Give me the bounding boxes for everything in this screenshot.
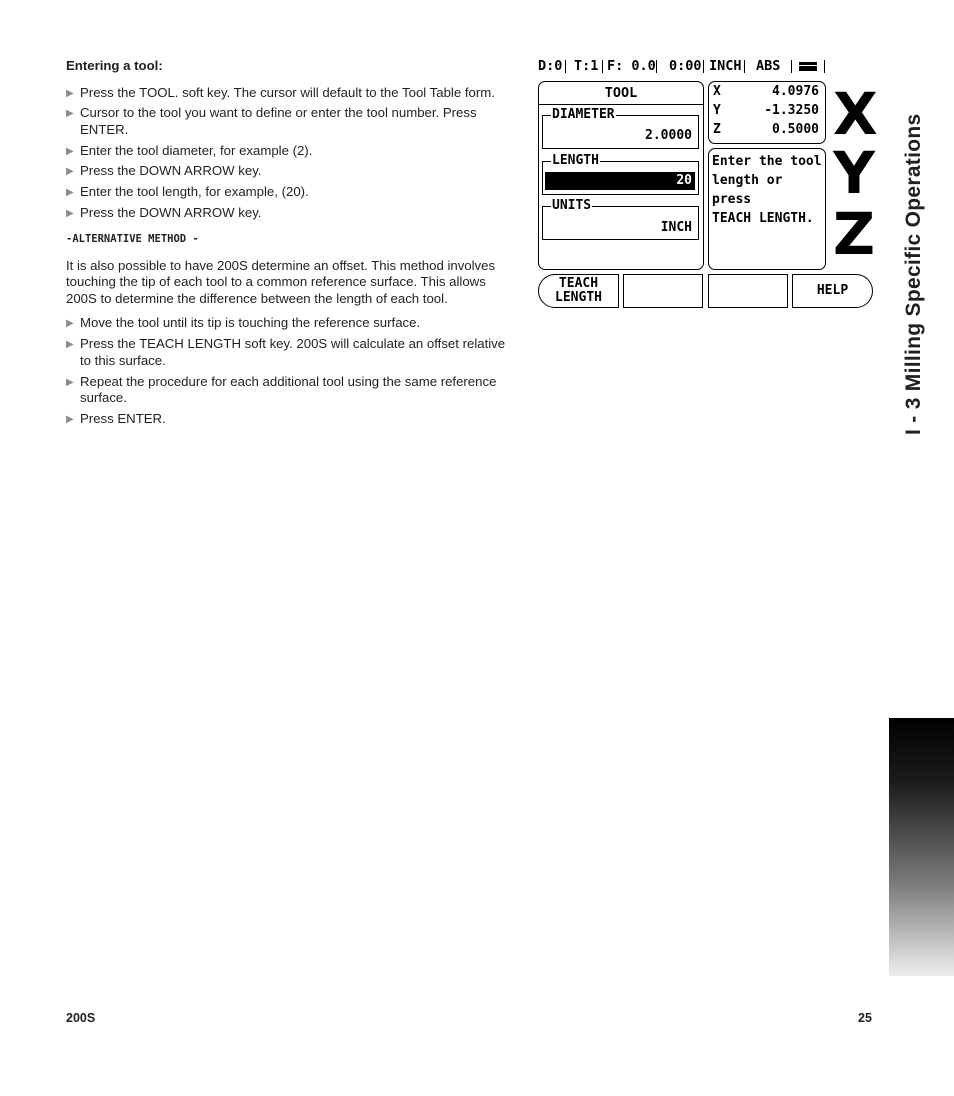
step-item [66, 85, 514, 102]
status-separator [824, 60, 825, 73]
softkey-label-line: TEACH [558, 276, 599, 291]
status-units: INCH [709, 58, 742, 74]
units-field[interactable] [542, 198, 699, 240]
softkey-label-line: LENGTH [555, 290, 602, 305]
axis-row-y [713, 103, 819, 121]
status-feed: F: 0.0 [607, 58, 656, 74]
alt-step-text: Repeat the procedure for each additional tool using the same reference surface. [80, 373, 497, 406]
section-heading: Entering a tool: [66, 58, 163, 73]
alt-step-item [66, 315, 514, 332]
status-separator [703, 60, 704, 73]
step-item [66, 205, 514, 222]
footer-page-number: 25 [858, 1011, 872, 1025]
units-value: INCH [660, 220, 692, 235]
arrow-bullet-icon: ▶ [66, 145, 74, 157]
axis-label: Z [713, 122, 721, 137]
alt-step-item [66, 336, 514, 369]
arrow-bullet-icon: ▶ [66, 108, 74, 120]
length-input-highlight [545, 172, 695, 190]
diameter-field[interactable] [542, 107, 699, 149]
status-separator [791, 60, 792, 73]
blank-softkey-2[interactable] [623, 274, 703, 308]
status-mode: ABS [756, 58, 781, 74]
status-separator [744, 60, 745, 73]
big-axis-x: X [833, 80, 878, 148]
step-text: Press the DOWN ARROW key. [80, 204, 262, 220]
big-axis-z: Z [833, 200, 876, 268]
length-value: 20 [676, 173, 692, 188]
alt-step-text: Move the tool until its tip is touching the reference surface. [80, 315, 421, 331]
step-text: Enter the tool diameter, for example (2). [80, 142, 313, 158]
alternative-method-heading: -ALTERNATIVE METHOD - [66, 233, 199, 246]
diameter-label: DIAMETER [552, 107, 615, 122]
status-separator [656, 60, 657, 73]
axis-value: -1.3250 [764, 103, 819, 118]
axis-label: Y [713, 103, 721, 118]
help-label: HELP [816, 283, 849, 298]
axis-value: 4.0976 [772, 84, 819, 99]
chapter-tab-gradient [889, 718, 954, 976]
footer-product: 200S [66, 1011, 96, 1025]
step-item [66, 105, 514, 138]
tool-holder-icon [798, 60, 818, 72]
alt-step-item [66, 374, 514, 407]
form-title: TOOL [539, 82, 703, 105]
tool-table-form [538, 81, 704, 270]
status-separator [565, 60, 566, 73]
step-item [66, 184, 514, 201]
alt-step-item [66, 411, 514, 428]
step-item [66, 163, 514, 180]
step-text: Enter the tool length, for example, (20). [80, 184, 309, 200]
diameter-value: 2.0000 [645, 128, 692, 143]
arrow-bullet-icon: ▶ [66, 87, 74, 99]
big-axis-y: Y [833, 139, 875, 207]
arrow-bullet-icon: ▶ [66, 339, 74, 351]
arrow-bullet-icon: ▶ [66, 376, 74, 388]
units-label: UNITS [552, 198, 592, 213]
instruction-box [708, 148, 826, 270]
arrow-bullet-icon: ▶ [66, 413, 74, 425]
instruction-line: length or press [712, 173, 783, 207]
axis-row-z [713, 122, 819, 140]
arrow-bullet-icon: ▶ [66, 166, 74, 178]
step-text: Cursor to the tool you want to define or enter the tool number. Press ENTER. [80, 105, 477, 137]
arrow-bullet-icon: ▶ [66, 207, 74, 219]
help-softkey[interactable] [792, 274, 873, 308]
step-text: Press the TOOL. soft key. The cursor will default to the Tool Table form. [80, 84, 495, 100]
length-label: LENGTH [552, 153, 599, 168]
axis-position-panel [708, 81, 826, 144]
step-item [66, 143, 514, 160]
alt-step-text: Press the TEACH LENGTH soft key. 200S will calculate an offset relative to this surface. [80, 336, 506, 368]
teach-length-softkey[interactable] [538, 274, 619, 308]
chapter-title: I - 3 Milling Specific Operations [902, 113, 925, 435]
arrow-bullet-icon: ▶ [66, 187, 74, 199]
axis-row-x [713, 84, 819, 102]
blank-softkey-3[interactable] [708, 274, 788, 308]
length-field[interactable] [542, 153, 699, 195]
status-separator [602, 60, 603, 73]
instruction-line: TEACH LENGTH. [712, 211, 814, 226]
axis-label: X [713, 84, 721, 99]
status-bar [537, 55, 837, 77]
instruction-line: Enter the tool [712, 154, 822, 169]
status-datum: D:0 [538, 58, 563, 74]
arrow-bullet-icon: ▶ [66, 318, 74, 330]
status-time: 0:00 [669, 58, 702, 74]
status-tool: T:1 [574, 58, 599, 74]
step-text: Press the DOWN ARROW key. [80, 163, 262, 179]
axis-value: 0.5000 [772, 122, 819, 137]
dro-screen [537, 55, 877, 311]
instruction-text-column [66, 58, 514, 432]
alternative-paragraph: It is also possible to have 200S determine an offset. This method involves touching the tip of each tool to a common reference surface. This allows 200S to determine the difference between the length of each tool. [66, 257, 496, 306]
alt-step-text: Press ENTER. [80, 410, 166, 426]
